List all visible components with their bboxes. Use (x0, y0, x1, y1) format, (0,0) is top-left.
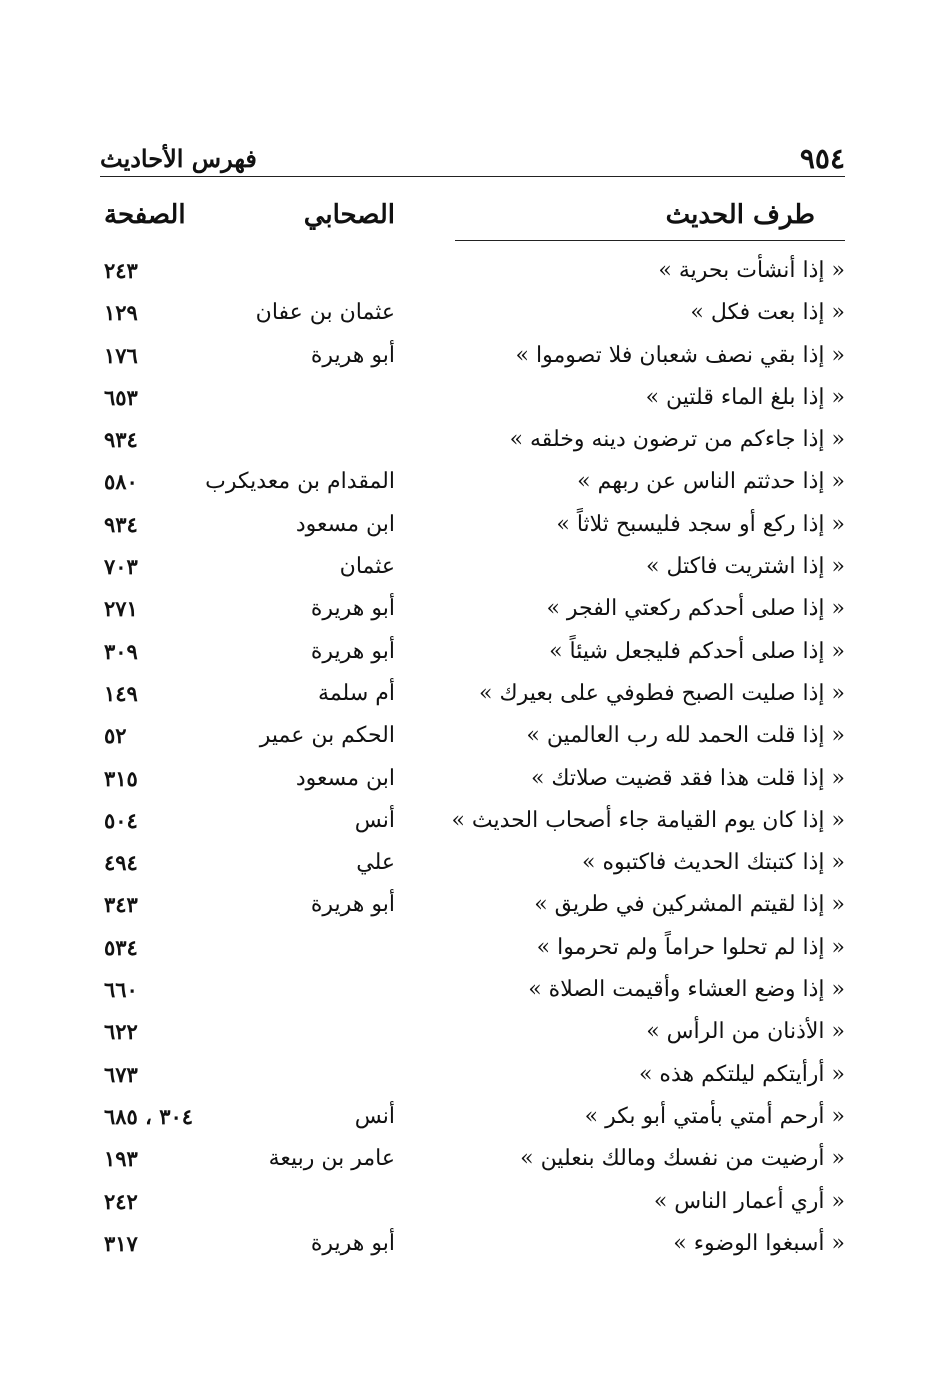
column-header-companion: الصحابي (303, 200, 395, 230)
hadith-text: « إذا كان يوم القيامة جاء أصحاب الحديث » (451, 807, 845, 833)
index-row (100, 252, 845, 294)
page-ref: ٣٠٤ ، ٦٨٥ (104, 1103, 194, 1129)
page-number: ٩٥٤ (799, 141, 845, 175)
page-ref: ٦٢٢ (104, 1019, 138, 1045)
index-row (100, 1098, 845, 1140)
index-row (100, 379, 845, 421)
companion-name: عثمان بن عفان (255, 300, 395, 326)
page-ref: ٣٤٣ (104, 892, 138, 918)
companion-name: المقدام بن معديكرب (205, 469, 395, 495)
page-ref: ٥٣٤ (104, 934, 138, 960)
index-row (100, 590, 845, 632)
index-row (100, 1140, 845, 1182)
companion-name: أبو هريرة (310, 638, 395, 664)
index-row (100, 337, 845, 379)
index-row (100, 463, 845, 505)
page-ref: ١٢٩ (104, 300, 138, 326)
hadith-index-list (100, 252, 845, 1267)
page-ref: ٧٠٣ (104, 554, 138, 580)
page-ref: ١٤٩ (104, 680, 138, 706)
page-ref: ٥٢ (104, 723, 127, 749)
hadith-text: « إذا جاءكم من ترضون دينه وخلقه » (509, 427, 845, 453)
running-header (100, 140, 845, 177)
index-row (100, 717, 845, 759)
hadith-text: « إذا صلى أحدكم ركعتي الفجر » (546, 596, 845, 622)
index-row (100, 1013, 845, 1055)
hadith-text: « إذا قلت الحمد لله رب العالمين » (526, 723, 845, 749)
page-ref: ٦٧٣ (104, 1061, 138, 1087)
index-row (100, 1056, 845, 1098)
hadith-text: « الأذنان من الرأس » (646, 1019, 845, 1045)
page-ref: ٥٨٠ (104, 469, 138, 495)
companion-name: الحكم بن عمير (259, 723, 395, 749)
hadith-text: « أسبغوا الوضوء » (673, 1230, 845, 1256)
hadith-text: « إذا صلى أحدكم فليجعل شيئاً » (549, 638, 845, 664)
companion-name: أبو هريرة (310, 596, 395, 622)
index-row (100, 421, 845, 463)
page-ref: ٢٧١ (104, 596, 138, 622)
index-row (100, 1183, 845, 1225)
index-row (100, 506, 845, 548)
hadith-text: « أري أعمار الناس » (653, 1188, 845, 1214)
hadith-text: « أرضيت من نفسك ومالك بنعلين » (520, 1146, 845, 1172)
hadith-text: « إذا اشتريت فاكتل » (646, 554, 845, 580)
companion-name: ابن مسعود (295, 765, 395, 791)
index-row (100, 633, 845, 675)
hadith-text: « إذا كتبتك الحديث فاكتبوه » (582, 850, 845, 876)
companion-name: أم سلمة (318, 680, 395, 706)
page-ref: ٩٣٤ (104, 427, 138, 453)
companion-name: عامر بن ربيعة (268, 1146, 395, 1172)
page-ref: ٣٠٩ (104, 638, 138, 664)
index-row (100, 760, 845, 802)
companion-name: أبو هريرة (310, 342, 395, 368)
page-ref: ٣١٧ (104, 1230, 138, 1256)
index-row (100, 548, 845, 590)
hadith-text: « إذا لم تحلوا حراماً ولم تحرموا » (536, 934, 845, 960)
companion-name: عثمان (339, 554, 395, 580)
running-title: فهرس الأحاديث (100, 143, 257, 173)
hadith-text: « إذا ركع أو سجد فليسبح ثلاثاً » (556, 511, 845, 537)
index-row (100, 294, 845, 336)
hadith-text: « إذا صليت الصبح فطوفي على بعيرك » (478, 680, 845, 706)
page-ref: ٤٩٤ (104, 850, 138, 876)
column-header-hadith: طرف الحديث (665, 200, 815, 230)
page-ref: ٢٤٢ (104, 1188, 138, 1214)
hadith-text: « إذا وضع العشاء وأقيمت الصلاة » (528, 977, 845, 1003)
page-ref: ٢٤٣ (104, 258, 138, 283)
page-ref: ٩٣٤ (104, 511, 138, 537)
page-ref: ٦٥٣ (104, 384, 138, 410)
index-row (100, 675, 845, 717)
index-row (100, 844, 845, 886)
companion-name: أنس (354, 807, 395, 833)
hadith-text: « إذا بعت فكل » (690, 300, 845, 326)
page-ref: ٣١٥ (104, 765, 138, 791)
hadith-text: « إذا بقي نصف شعبان فلا تصوموا » (515, 342, 845, 368)
page-ref: ٥٠٤ (104, 807, 138, 833)
companion-name: أبو هريرة (310, 1230, 395, 1256)
companion-name: علي (356, 850, 395, 876)
index-row (100, 802, 845, 844)
hadith-text: « إذا أنشأت بحرية » (658, 258, 845, 283)
header-rule (455, 240, 845, 241)
page-ref: ١٧٦ (104, 342, 138, 368)
index-row (100, 1225, 845, 1267)
hadith-text: « إذا بلغ الماء قلتين » (645, 384, 845, 410)
companion-name: أبو هريرة (310, 892, 395, 918)
hadith-text: « إذا لقيتم المشركين في طريق » (534, 892, 845, 918)
index-row (100, 971, 845, 1013)
hadith-text: « أرأيتكم ليلتكم هذه » (638, 1061, 845, 1087)
companion-name: أنس (354, 1103, 395, 1129)
hadith-text: « إذا قلت هذا فقد قضيت صلاتك » (530, 765, 845, 791)
page-ref: ٦٦٠ (104, 977, 138, 1003)
companion-name: ابن مسعود (295, 511, 395, 537)
hadith-text: « أرحم أمتي بأمتي أبو بكر » (584, 1103, 845, 1129)
column-headers (100, 200, 845, 240)
hadith-text: « إذا حدثتم الناس عن ربهم » (577, 469, 845, 495)
page-ref: ١٩٣ (104, 1146, 138, 1172)
column-header-page: الصفحة (104, 200, 186, 230)
index-row (100, 886, 845, 928)
index-row (100, 929, 845, 971)
